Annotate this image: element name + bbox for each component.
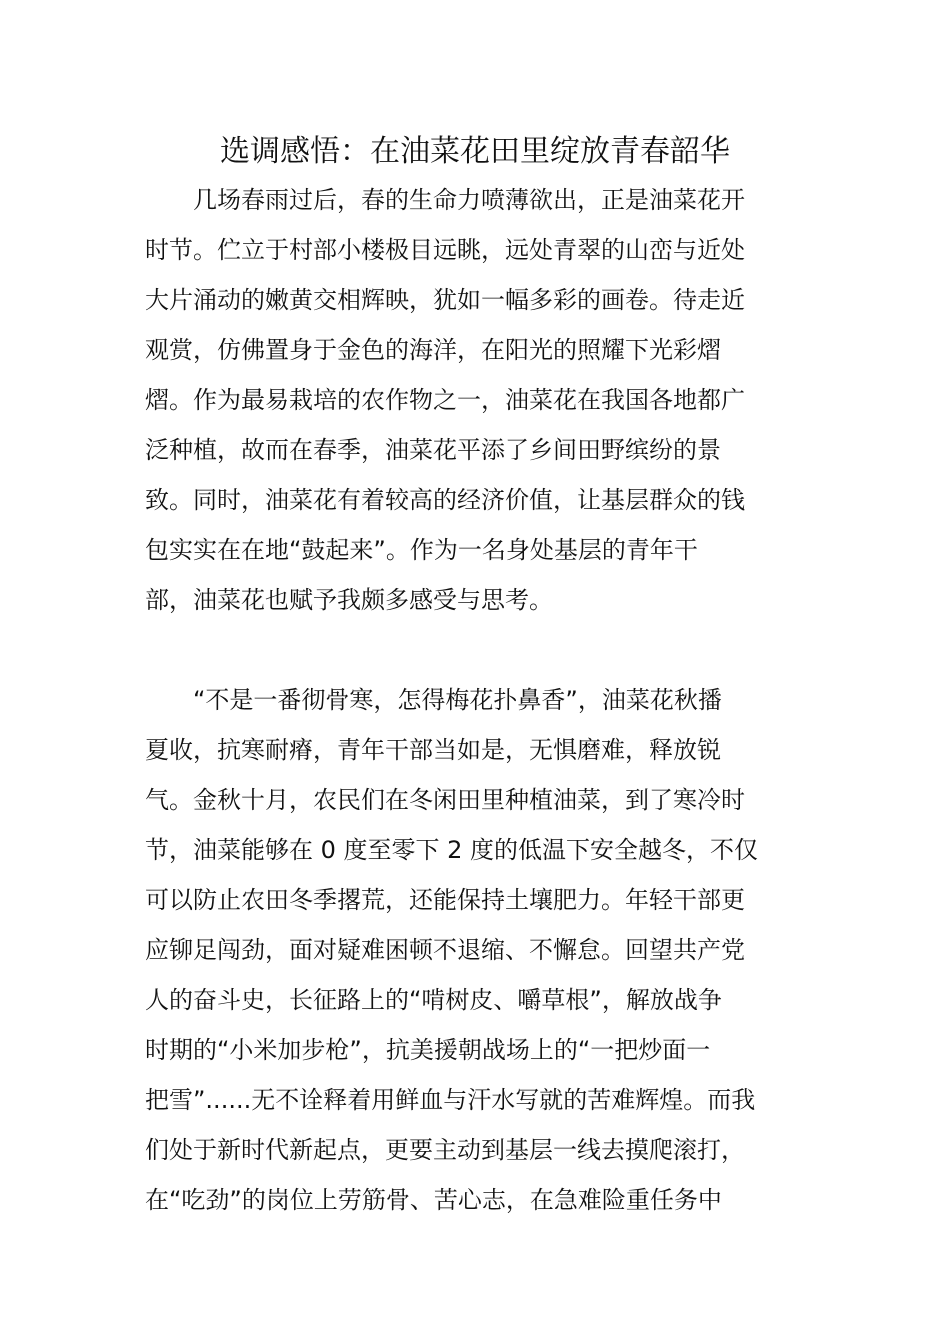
text-line: 节，油菜能够在 0 度至零下 2 度的低温下安全越冬，不仅 <box>145 836 759 864</box>
text-line: 包实实在在地“鼓起来”。作为一名身处基层的青年干 <box>145 536 698 564</box>
text-line: 把雪”......无不诠释着用鲜血与汗水写就的苦难辉煌。而我 <box>145 1086 756 1114</box>
text-line: 熠。作为最易栽培的农作物之一，油菜花在我国各地都广 <box>145 386 745 414</box>
text-line: 观赏，仿佛置身于金色的海洋，在阳光的照耀下光彩熠 <box>145 336 721 364</box>
text-line: 人的奋斗史，长征路上的“啃树皮、嚼草根”，解放战争 <box>145 986 722 1014</box>
text-line: 们处于新时代新起点，更要主动到基层一线去摸爬滚打， <box>145 1136 745 1164</box>
paragraph-2 <box>145 675 810 1225</box>
text-line: 气。金秋十月，农民们在冬闲田里种植油菜，到了寒冷时 <box>145 786 745 814</box>
text-line: 夏收，抗寒耐瘠，青年干部当如是，无惧磨难，释放锐 <box>145 736 721 764</box>
text-line: 泛种植，故而在春季，油菜花平添了乡间田野缤纷的景 <box>145 436 721 464</box>
text-line: “不是一番彻骨寒，怎得梅花扑鼻香”，油菜花秋播 <box>145 686 722 714</box>
document-title: 选调感悟：在油菜花田里绽放青春韶华 <box>220 134 730 169</box>
text-line: 大片涌动的嫩黄交相辉映，犹如一幅多彩的画卷。待走近 <box>145 286 745 314</box>
text-line: 时期的“小米加步枪”，抗美援朝战场上的“一把炒面一 <box>145 1036 711 1064</box>
text-line: 时节。伫立于村部小楼极目远眺，远处青翠的山峦与近处 <box>145 236 745 264</box>
text-line: 在“吃劲”的岗位上劳筋骨、苦心志，在急难险重任务中 <box>145 1186 722 1214</box>
text-line: 几场春雨过后，春的生命力喷薄欲出，正是油菜花开 <box>145 186 745 214</box>
text-line: 部，油菜花也赋予我颇多感受与思考。 <box>145 586 553 614</box>
text-line: 可以防止农田冬季撂荒，还能保持土壤肥力。年轻干部更 <box>145 886 745 914</box>
text-line: 致。同时，油菜花有着较高的经济价值，让基层群众的钱 <box>145 486 745 514</box>
paragraph-1 <box>145 175 810 625</box>
text-line: 应铆足闯劲，面对疑难困顿不退缩、不懈怠。回望共产党 <box>145 936 745 964</box>
